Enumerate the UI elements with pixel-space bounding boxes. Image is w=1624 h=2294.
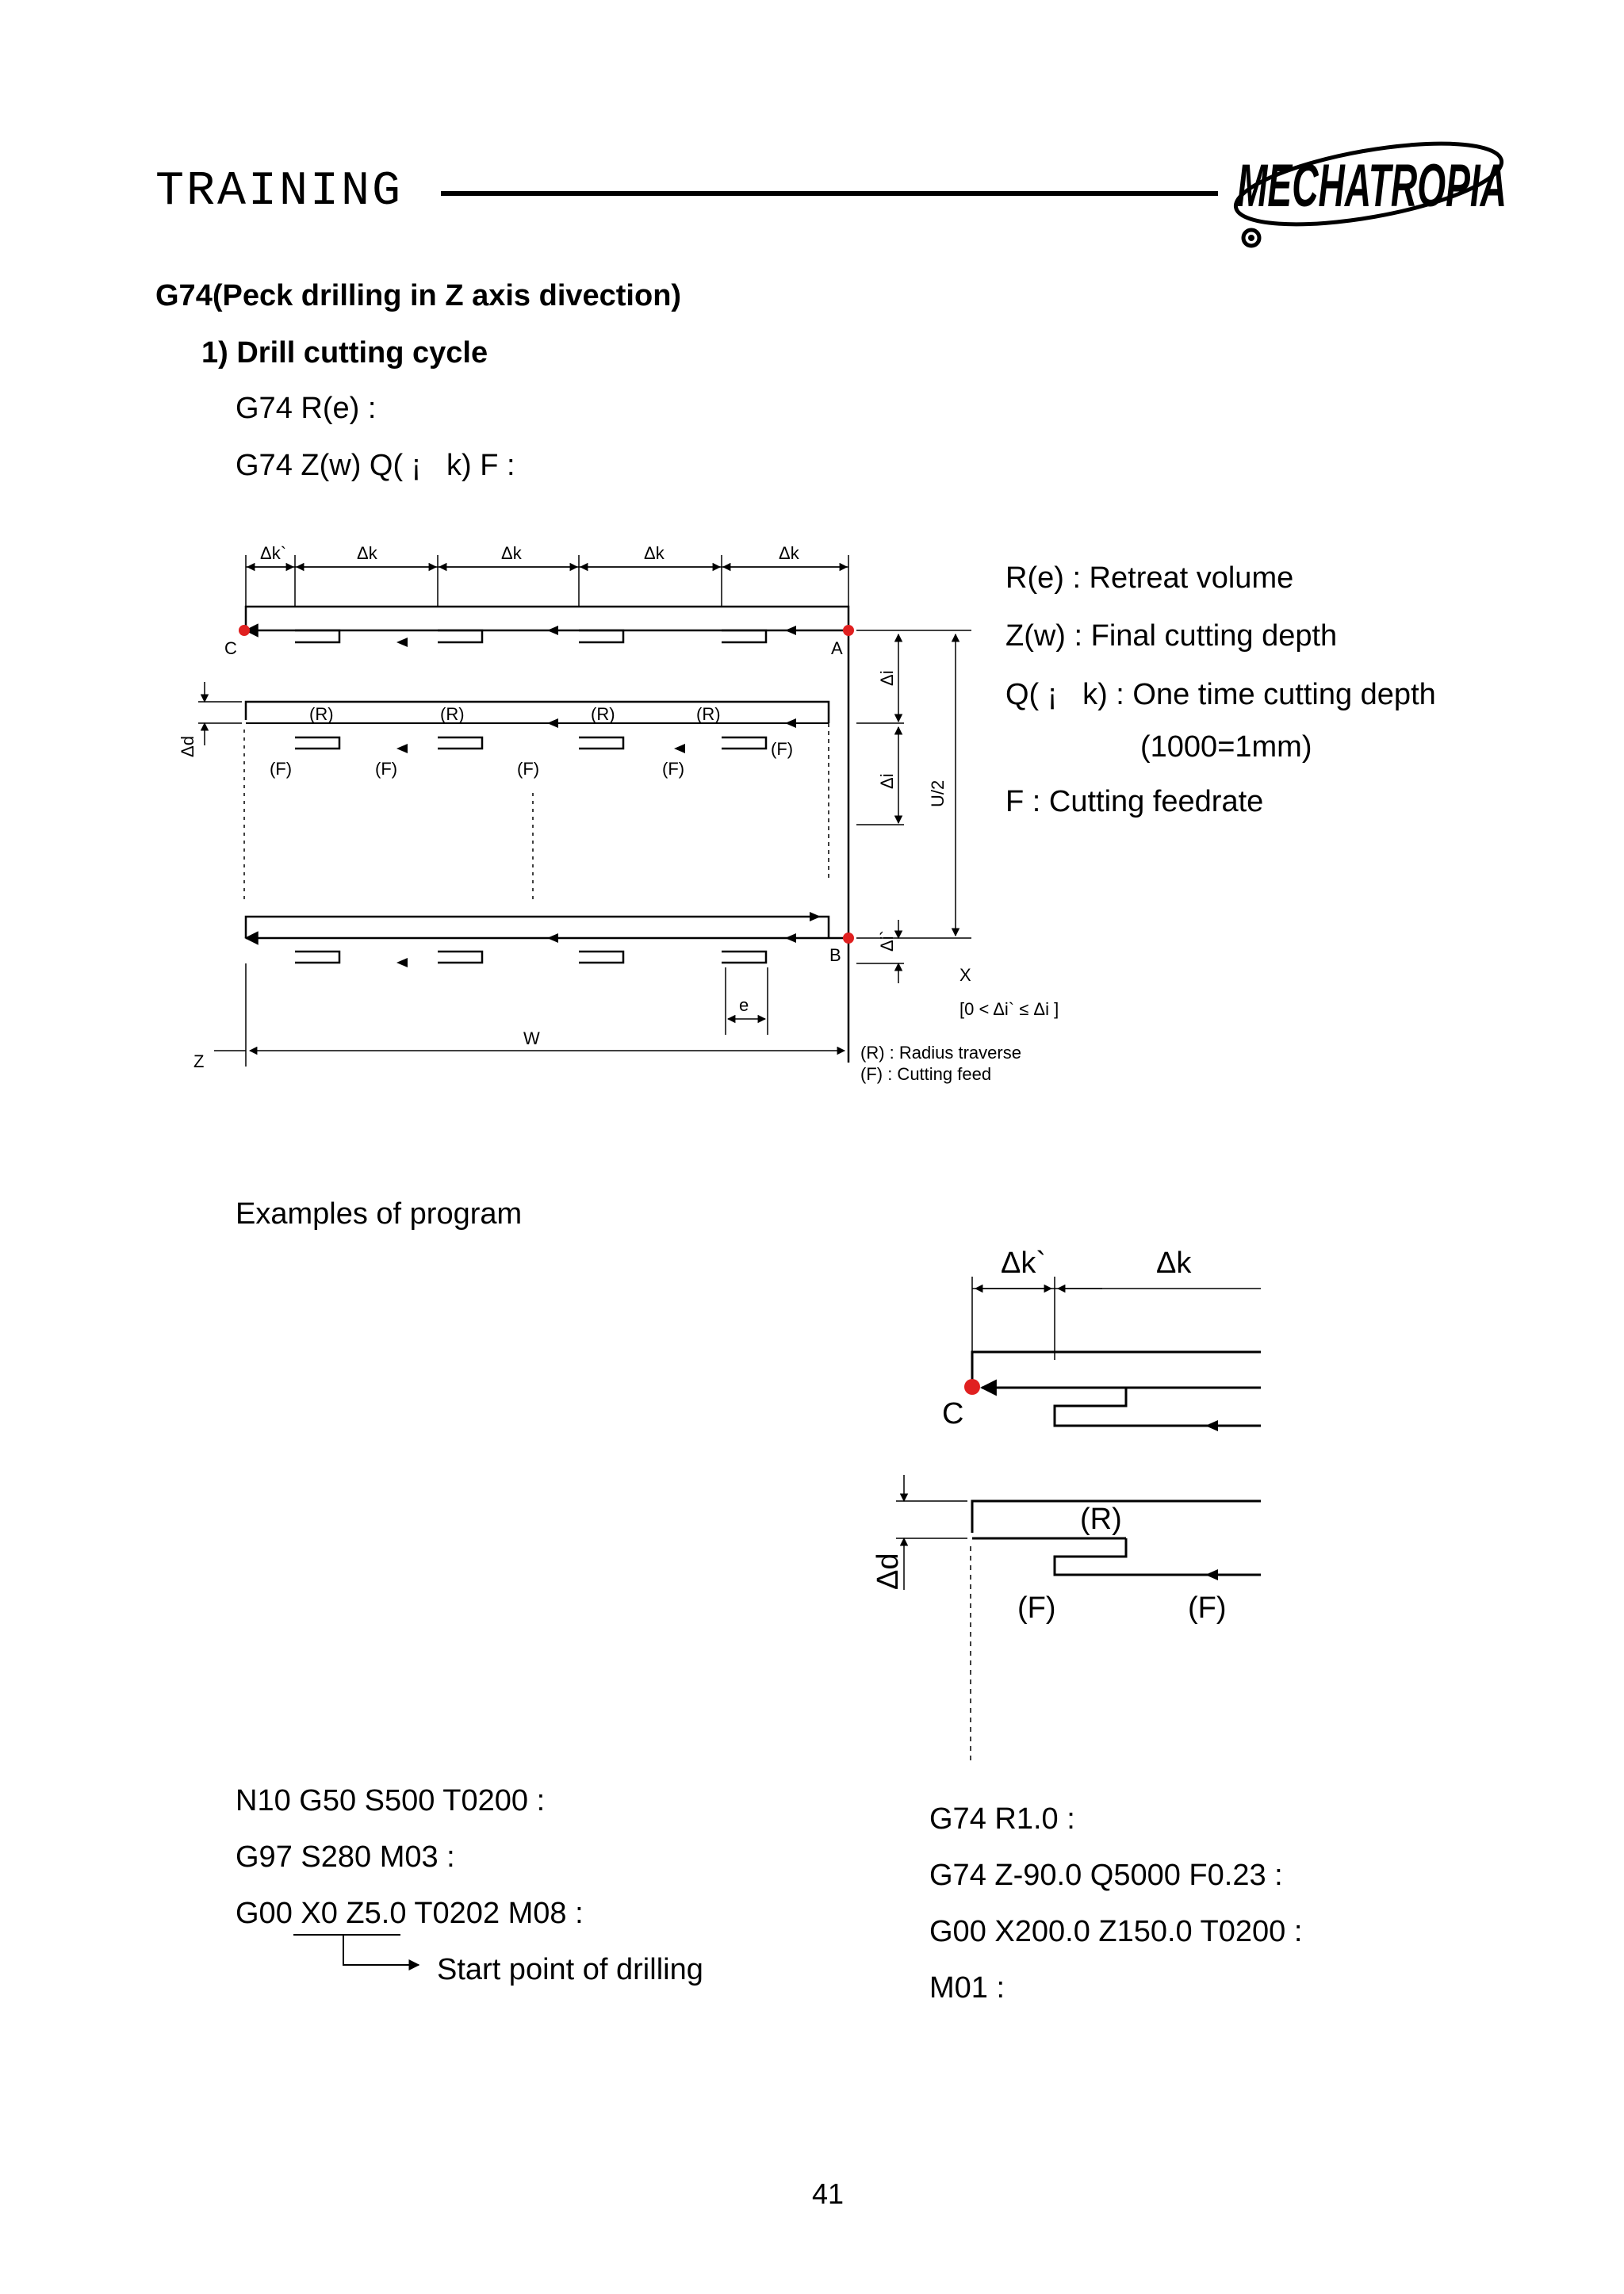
label-feed-5: (F): [771, 739, 794, 759]
label-radius-1: (R): [309, 704, 334, 724]
program-right-line-1: G74 R1.0 :: [929, 1802, 1075, 1836]
syntax-line-1: G74 R(e) :: [236, 392, 377, 425]
label-point-a: A: [831, 638, 843, 658]
legend-feed: (F) : Cutting feed: [860, 1064, 992, 1084]
definition-q: Q( ¡ k) : One time cutting depth: [1005, 678, 1436, 711]
axis-x: X: [959, 965, 971, 985]
dim-di-2: Δi: [877, 773, 897, 789]
program-left-line-2: G97 S280 M03 :: [236, 1840, 455, 1874]
label-point-b: B: [829, 945, 841, 965]
program-left-line-3: G00 X0 Z5.0 T0202 M08 :: [236, 1897, 584, 1930]
label-feed-4: (F): [662, 759, 685, 779]
definition-z: Z(w) : Final cutting depth: [1005, 619, 1338, 653]
section-title: G74(Peck drilling in Z axis divection): [155, 279, 682, 312]
subsection-title: 1) Drill cutting cycle: [201, 336, 488, 370]
program-left-line-1: N10 G50 S500 T0200 :: [236, 1784, 546, 1817]
detail-dim-dk: Δk: [1156, 1247, 1192, 1280]
label-feed-1: (F): [270, 759, 293, 779]
definition-q-note: (1000=1mm): [1140, 730, 1312, 764]
header-title: TRAINING: [155, 165, 404, 219]
detail-label-c: C: [942, 1397, 964, 1430]
definition-f: F : Cutting feedrate: [1005, 785, 1264, 818]
program-right-line-2: G74 Z-90.0 Q5000 F0.23 :: [929, 1859, 1283, 1892]
label-feed-2: (F): [375, 759, 398, 779]
dim-dk-1: Δk: [357, 543, 377, 563]
dim-u2: U/2: [928, 779, 948, 807]
dim-e: e: [739, 995, 749, 1015]
definition-r: R(e) : Retreat volume: [1005, 561, 1294, 595]
label-feed-3: (F): [517, 759, 540, 779]
dim-dk-4: Δk: [779, 543, 799, 563]
detail-dim-dd: Δd: [871, 1553, 905, 1590]
axis-z: Z: [193, 1051, 205, 1071]
start-point-callout: [0, 0, 476, 1982]
examples-title: Examples of program: [236, 1197, 523, 1231]
program-right-line-4: M01 :: [929, 1971, 1005, 2005]
syntax-line-2: G74 Z(w) Q( ¡ k) F :: [236, 449, 515, 482]
dim-dk-3: Δk: [644, 543, 665, 563]
program-right-line-3: G00 X200.0 Z150.0 T0200 :: [929, 1915, 1303, 1948]
detail-label-radius: (R): [1080, 1503, 1122, 1536]
legend-radius: (R) : Radius traverse: [860, 1043, 1021, 1063]
dim-dk-2: Δk: [501, 543, 522, 563]
detail-point-c-marker: [964, 1379, 980, 1395]
label-point-c: C: [224, 638, 237, 658]
dim-dk-prime: Δk`: [260, 543, 287, 563]
start-point-note: Start point of drilling: [437, 1953, 703, 1986]
dim-di-1: Δi: [877, 670, 897, 686]
detail-label-feed-2: (F): [1188, 1591, 1227, 1625]
dim-dd: Δd: [178, 736, 197, 757]
label-radius-3: (R): [591, 704, 615, 724]
detail-label-feed-1: (F): [1017, 1591, 1056, 1625]
label-radius-4: (R): [696, 704, 721, 724]
dim-di-prime: Δi`: [877, 930, 897, 952]
constraint-text: [0 < Δi` ≤ Δi ]: [959, 999, 1059, 1019]
label-radius-2: (R): [440, 704, 465, 724]
detail-dim-dk-prime: Δk`: [1001, 1247, 1047, 1280]
dim-w: W: [523, 1028, 540, 1048]
page-number: 41: [812, 2177, 845, 2210]
logo-text: MECHATROPIA: [1237, 152, 1507, 220]
